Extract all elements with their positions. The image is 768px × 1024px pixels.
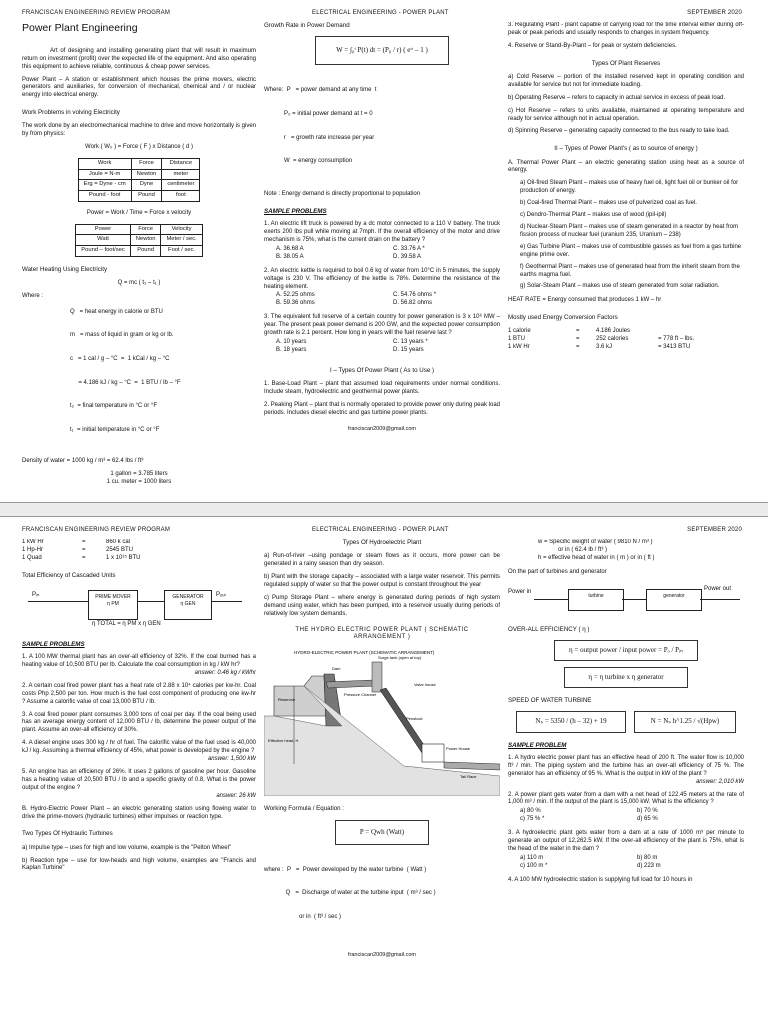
label-reservoir: Reservoir [278,697,296,703]
sample-problem-heading: SAMPLE PROBLEM [508,741,567,749]
header-org: FRANCISCAN ENGINEERING REVIEW PROGRAM [22,527,171,533]
prime-mover-box [88,590,138,620]
sample-problem-4: 4. A diesel engine uses 300 kg / hr of fuel. The calorific value of the fuel used is 40,000 kJ / kg. Assuming a thermal efficiency of 45%, what power is developed by the engine ? [22,740,256,755]
power-in-label: Power in [508,588,532,595]
hydro-problem-1: 1. A hydro electric power plant has an effective head of 200 ft. The water flow is 10,000 ft³ / min. The piping system and the turbine has an over-all efficiency of 75 %. The generator has an efficiency of 95 %. What is the output in kW of the plant ? [508,754,744,777]
hydro-problem-2-options [520,808,744,824]
surge-tank-shape [372,662,382,692]
sample-problem-1: 1. An electric lift truck is powered by a dc motor connected to a 110 V battery. The truck exerts 200 lbs pull while moving at 7mph. If the overall efficiency of the motor and drive mechanism is 75%, what is the current drain on the battery ? [264,221,500,244]
definition-line: Where: P = power demand at any time t [264,87,377,94]
efficiency-equation-box: η = output power / input power = Pₒ / Pᵢₙ [554,640,698,661]
cascade-diagram [22,586,256,632]
factors-heading: Mostly used Energy Conversion Factors [508,314,618,322]
list-item [508,344,744,352]
water-density: Density of water = 1000 kg / m³ = 62.4 lbs / ft³ [22,457,144,464]
factor-eq: = [576,344,580,351]
option: D. 15 years [393,346,424,353]
sample-problem-2-options [276,292,500,308]
growth-heading: Growth Rate in Power Demand [264,22,350,29]
generator-box: generator [646,589,702,611]
conv-eq: = [82,554,86,561]
list-item: g) Solar-Steam Plant – makes use of steam generated from solar radiation. [520,283,720,290]
cascade-pout-label: Pₒᵤₜ [216,591,227,598]
energy-conversions [22,539,256,563]
arrow-line [700,599,740,600]
arrow-line [28,601,88,602]
header-org: FRANCISCAN ENGINEERING REVIEW PROGRAM [22,10,171,16]
turbine-generator-diagram [508,583,744,617]
definition-line: t₂ = final temperature in °C or °F [70,403,157,410]
sample-problems-heading: SAMPLE PROBLEMS [264,208,327,216]
table-cell: Joule = N-m [78,169,131,180]
power-plant-definition: Power Plant – A station or establishment which houses the prime movers, electric generators and auxiliaries, for conversion of mechanical, chemical and / or nuclear energy into electrical energy. [22,76,256,99]
speed-equations [508,711,744,732]
label-surge-tank: Surge tank (open at top) [378,655,422,661]
operating-reserve: b) Operating Reserve – refers to capacity in actual service in excess of peak load. [508,94,726,101]
hydro-problem-4: 4. A 100 MW hydroelectric station is supplying full load for 10 hours in [508,876,693,883]
conv-value: 1 x 10¹⁵ BTU [106,554,141,561]
turbine-box: turbine [568,589,624,611]
table-cell: Distance [162,159,200,170]
w-definition-2: or in ( 62.4 lb / ft³ ) [558,546,608,553]
factor-value-2: = 778 ft – lbs. [658,336,695,343]
hot-reserve: c) Hot Reserve – refers to units available, maintained at operating temperature and ready for service although not in actual operation. [508,107,744,122]
option: d) 65 % [637,816,658,823]
list-item: f) Geothermal Plant – makes use of generated heat from the inherit steam from the earths magma fuel. [520,263,740,278]
label-pressure-channel: Pressure Channel [344,692,377,698]
column-middle [264,539,500,1013]
speed-heading: SPEED OF WATER TURBINE [508,697,592,705]
document-page-1 [0,0,768,502]
option: B. 18 years [276,346,307,353]
table-row [78,159,200,170]
cumeter-conversion: 1 cu. meter = 1000 liters [106,478,172,485]
work-equation: Work ( W₀ ) = Force ( F ) x Distance ( d ) [85,144,193,151]
label-tail-race: Tail Race [460,774,477,780]
label-dam: Dam [332,666,341,672]
water-definition-list [70,293,181,451]
option: A. 52.25 ohms [276,292,315,299]
sample-problem-5: 5. An engine has an efficiency of 26%. It uses 2 gallons of gasoline per hour. Gasoline has a heating value of 20,500 BTU / lb and a specific gravity of 0.8. What is the power output of the engine ? [22,768,256,791]
sample-problem-4-answer: answer: 1,500 kW [207,756,256,763]
option: b) 80 m [637,854,658,861]
table-cell: Pound – foot/sec [76,245,131,256]
growth-definitions [264,71,500,182]
sample-problem-1-options [276,246,500,262]
work-heading: Work Problems in volving Electricity [22,109,120,117]
conv-eq: = [82,539,86,545]
table-cell: Work [78,159,131,170]
factor-eq: = [576,328,580,335]
factor-value: 3.6 kJ [596,344,613,351]
option: c) 100 m * [520,862,548,869]
cold-reserve: a) Cold Reserve – portion of the installed reserved kept in operating condition and available for service but not for immediate loading. [508,73,744,88]
turbine-generator-heading: On the part of turbines and generator [508,568,607,575]
list-item: c) Dendro-Thermal Plant – makes use of wood (ipil-ipil) [520,212,667,219]
working-equation-box: P = Qwh (Watt) [335,820,429,845]
conv-unit: 1 kW Hr [22,539,44,545]
h-definition: h = effective head of water in ( m ) or in ( ft ) [538,554,655,561]
power-out-label: Power out [704,585,732,592]
peaking-plant: 2. Peaking Plant – plant that is normally operated to provide power only during peak load periods. Includes diesel electric and gas turbine power plants. [264,401,500,416]
hydro-types-heading: Types Of Hydroelectric Plant [342,539,422,546]
label-power-house: Power House [446,746,471,752]
hydro-problem-2: 2. A power plant gets water from a dam with a net head of 122.45 meters at the rate of 1,000 m³ / min. If the output of the plant is 15,000 kW. What is the efficiency ? [508,791,744,806]
reaction-type: b) Reaction type – use for low-heads and high volume, examples are "Francis and Kaplan Turbine" [22,857,256,872]
table-cell: Foot / sec. [161,245,202,256]
label-effective-head: Effective head, H [268,738,299,744]
definition-line: m = mass of liquid in gram or kg or lb. [70,332,174,339]
box-sublabel: η GEN [180,600,196,607]
power-equation: Power = Work / Time = Force x velocity [86,209,192,216]
power-units-table [75,224,202,257]
table-row [76,224,202,235]
option: b) 70 % [637,808,658,815]
option: a) 80 % [520,808,541,815]
table-cell: Force [131,159,162,170]
factor-unit: 1 calorie [508,328,531,335]
definition-line: = 4.186 kJ / kg – °C = 1 BTU / lb – °F [70,379,181,386]
sample-problem-2: 2. A certain coal fired power plant has a heat rate of 2.88 x 10⁴ calories per kw-hr. Coal costs Php 2,500 per ton. How much is the fuel cost component of producing one kw-hr ? Assume a calorific value of coal 13,000 BTU / lb. [22,682,256,705]
spinning-reserve: d) Spinning Reserve – generating capacity connected to the bus ready to take load. [508,128,730,135]
specific-speed-box: Nₛ = 5350 / (h – 32) + 19 [516,711,626,732]
diagram-title: THE HYDRO ELECTRIC POWER PLANT ( SCHEMATIC ARRANGEMENT ) [295,626,469,641]
thermal-plant-definition: A. Thermal Power Plant – an electric generating station using heat as a source of energy. [508,159,744,174]
table-row [78,169,200,180]
column-left [22,539,256,1013]
table-row [76,245,202,256]
definition-line: Q = Discharge of water at the turbine input ( m³ / sec ) [264,890,436,897]
table-cell: Power [76,224,131,235]
table-cell: Watt [76,235,131,246]
table-row [78,191,200,202]
sample-problem-1: 1. A 100 MW thermal plant has an over-all efficiency of 32%. If the coal burned has a heating value of 10,500 BTU per lb. Calculate the coal consumption in kg / kW hr? [22,654,256,668]
water-heating-equation: Q = mc ( t₂ – t₁ ) [117,279,161,286]
label-penstock: Penstock [406,716,423,722]
column-right [508,22,744,496]
conv-eq: = [82,546,86,553]
option: D. 39.58 A [393,253,422,260]
table-cell: Newton [131,169,162,180]
option: C. 54.76 ohms * [393,292,437,299]
cascade-heading: Total Efficiency of Cascaded Units [22,571,116,579]
hydro-problem-3: 3. A hydroelectric plant gets water from a dam at a rate of 1000 m³ per minute to generate an output of 12,262.5 kW. If the over-all efficiency of the plant is 75%, what is the head of the water in the dam ? [508,830,744,852]
thermal-plant-list [520,180,744,291]
arrow-line [534,599,568,600]
conv-unit: 1 Quad [22,554,42,561]
option: d) 223 m [637,862,661,869]
header-course: ELECTRICAL ENGINEERING - POWER PLANT [312,10,449,16]
option: C. 13 years * [393,338,428,345]
list-item [508,336,744,344]
where-label: Where : [22,292,44,299]
sample-problem-3: 3. A coal fired power plant consumes 3,000 tons of coal per day. If the coal being used has an average energy content of 12,000 BTU / lb, determine the power output of the plant. Assume an over-all efficiency of 30%. [22,711,256,734]
hydro-plant-schematic [264,646,500,796]
conversion-factors [508,328,744,352]
table-cell: Meter / sec. [161,235,202,246]
types-source-heading: II – Types of Power Plant's ( as to source of energy ) [554,145,698,153]
box-label: GENERATOR [172,593,204,600]
arrow-line [138,601,164,602]
sample-problem-3-options [276,339,500,355]
table-row [78,180,200,191]
box-sublabel: η PM [107,600,119,607]
regulating-plant: 3. Regulating Plant - plant capable of carrying load for the time interval either during off-peak or peak periods and usually responds to changes in system frequency. [508,22,744,36]
page-header [22,10,742,20]
table-cell: foot [162,191,200,202]
hydro-problem-3-options [520,855,744,871]
sample-problem-2: 2. An electric kettle is required to boil 0.6 kg of water from 10°C in 5 minutes, the supply voltage is 230 V. The efficiency of the kettle is 78%. Determine the resistance of the heating element. [264,267,500,290]
conv-value: 2545 BTU [106,546,134,553]
shaft-line [622,599,646,600]
document-page-2 [0,517,768,1019]
power-house-shape [422,744,444,762]
turbine-types-heading: Two Types Of Hydraulic Turbines [22,830,113,838]
hydro-problem-1-answer: answer: 2,010 kW [695,778,744,785]
header-date: SEPTEMBER 2020 [687,10,742,16]
working-definitions [264,851,500,938]
option: A. 10 years [276,338,307,345]
page-separator [0,502,768,517]
table-cell: Pound - foot [78,191,131,202]
option: a) 110 m [520,854,544,861]
column-left [22,22,256,496]
column-right [508,539,744,1013]
pump-storage-plant: c) Pump Storage Plant – where energy is generated during periods of high system demand using water, which has been pumped, into a reservoir usually during periods of relatively low system demands. [264,594,500,617]
w-definition: w = Specific weight of water ( 9810 N / m³ ) [538,539,653,545]
factor-unit: 1 kW Hr [508,344,530,351]
table-row [76,235,202,246]
definition-line: r = growth rate increase per year [264,134,375,141]
reservoir-shape [274,676,326,716]
work-text: The work done by an electromechanical machine to drive and move horizontally is given by from physics: [22,123,256,138]
cascade-pin-label: Pᵢₙ [32,591,40,598]
definition-line: P₀ = initial power demand at t = 0 [264,110,373,117]
arrow-line [212,601,242,602]
list-item: b) Coal-fired Thermal Plant – makes use of pulverized coal as fuel. [520,200,697,207]
conv-value: 860 k cal [106,539,131,545]
page-header [22,527,742,537]
definition-line: W = energy consumption [264,158,353,165]
types-use-heading: I – Types Of Power Plant ( As to Use ) [329,366,435,374]
definition-line: c = 1 cal / g – °C = 1 kCal / kg – °C [70,355,170,362]
factor-value: 4.186 Joules [596,328,631,335]
factor-value-2 [658,328,744,336]
header-date: SEPTEMBER 2020 [687,527,742,533]
option: c) 75 % * [520,816,545,823]
table-cell: Newton [130,235,161,246]
option: B. 38.05 A [276,253,304,260]
sample-problems-heading: SAMPLE PROBLEMS [22,640,85,648]
list-item: d) Nuclear-Steam Plant – makes use of steam generated in a reactor by heat from fission process of nuclear fuel (uranium 235, Uranium – 238) [520,223,739,238]
option: B. 59.36 ohms [276,300,315,307]
option: C. 33.76 A * [393,245,425,252]
table-cell: Force [130,224,161,235]
factor-value-2: = 3413 BTU [658,344,691,351]
factor-unit: 1 BTU [508,336,526,343]
definition-line: where : P = Power developed by the water turbine ( Watt ) [264,866,427,873]
table-cell: Velocity [161,224,202,235]
work-units-table [78,158,201,202]
option: A. 36.68 A [276,245,304,252]
list-item [22,547,256,555]
heat-rate: HEAT RATE = Energy consumed that produces 1 kW – hr [508,297,662,304]
sample-problem-5-answer: answer: 26 kW [216,792,256,799]
conv-unit: 1 Hp-Hr [22,546,44,553]
table-cell: Pound [130,245,161,256]
schematic-caption: HYDRO-ELECTRIC POWER PLANT (SCHEMATIC ARRANGEMENT) [294,650,435,656]
box-label: PRIME MOVER [95,593,131,600]
sample-problem-3: 3. The equivalent full reserve of a certain country for power generation is 3 x 10⁶ MW – year. The present peak power demand is 200 GW, and the expected power consumption growth rate is 2.1 percent. How long in years will the fuel reserve last ? [264,314,500,337]
generator-box [164,590,212,620]
table-cell: Pound [131,191,162,202]
working-formula-heading: Working Formula / Equation : [264,805,345,813]
list-item [22,555,256,563]
label-valve-house: Valve house [414,682,436,688]
growth-equation-box: W = ∫₀ᵗ P(t) dt = (P₀ / r) ( eʳᵗ – 1 ) [315,36,449,65]
table-cell: meter [162,169,200,180]
tail-race-shape [444,762,500,770]
efficiency-product-box: η = η turbine x η generator [564,667,688,688]
base-load-plant: 1. Base-Load Plant – plant that assumed load requirements under normal conditions. Include steam, hydroelectric and geothermal power plants. [264,380,500,395]
hydro-electric-definition: B. Hydro-Electric Power Plant – an electric generating station using flowing water to drive the prime-movers (hydraulic turbines) either impulses or reaction type. [22,805,256,820]
definition-line: or in ( ft³ / sec ) [264,914,342,921]
factor-value: 252 calories [596,336,629,343]
page-title: Power Plant Engineering [22,22,138,34]
sample-problem-1-answer: answer: 0.46 kg / kWhr [194,669,256,676]
table-cell: Erg = Dyne - cm [78,180,131,191]
intro-paragraph: Art of designing and installing generating plant that will result in maximum return on investment (profit) over the expected life of the equipment. And also operating this equipment to achieve reliable, continuous & cheap power services. [22,47,256,70]
cascade-equation: η TOTAL = η PM x η GEN [92,620,161,627]
water-definitions [22,293,256,451]
impulse-type: a) Impulse type – uses for high and low volume, example is the "Pelton Wheel" [22,844,232,851]
column-middle [264,22,500,496]
definition-line: Q = heat energy in calorie or BTU [70,308,163,315]
table-cell: centimeter [162,180,200,191]
table-cell: Dyne [131,180,162,191]
growth-note: Note : Energy demand is directly proportional to population [264,191,421,198]
reserve-plant: 4. Reserve or Stand-By-Plant – for peak or system deficiencies. [508,42,677,49]
run-of-river: a) Run-of-river –using pondage or steam flows as it occurs, more power can be generated in a rainy season than dry season. [264,553,500,568]
list-item: e) Gas Turbine Plant – makes use of combustible gasses as fuel from a gas turbine engine prime over. [520,243,742,258]
option: D. 56.82 ohms [393,300,433,307]
efficiency-heading: OVER-ALL EFFICIENCY ( η ) [508,625,590,633]
header-course: ELECTRICAL ENGINEERING - POWER PLANT [312,527,449,533]
footer-email: franciscan2009@gmail.com [348,425,416,432]
definition-line: t₁ = initial temperature in °C or °F [70,427,160,434]
gallon-conversion: 1 gallon = 3.785 liters [110,470,168,477]
list-item [508,328,744,336]
footer-email: franciscan2009@gmail.com [348,951,416,958]
water-heating-heading: Water Heating Using Electricity [22,265,108,273]
list-item [22,539,256,547]
factor-eq: = [576,336,580,343]
reserves-heading: Types Of Plant Reserves [591,59,661,67]
list-item: a) Oil-fired Steam Plant – makes use of heavy fuel oil, light fuel oil or bunker oil for production of energy. [520,180,739,195]
speed-box: N = Nₛ h^1.25 / √(Hpw) [634,711,736,732]
storage-plant: b) Plant with the storage capacity – associated with a large water reservoir. This permits regulated supply of water so that the power output is constant throughout the year [264,574,500,588]
